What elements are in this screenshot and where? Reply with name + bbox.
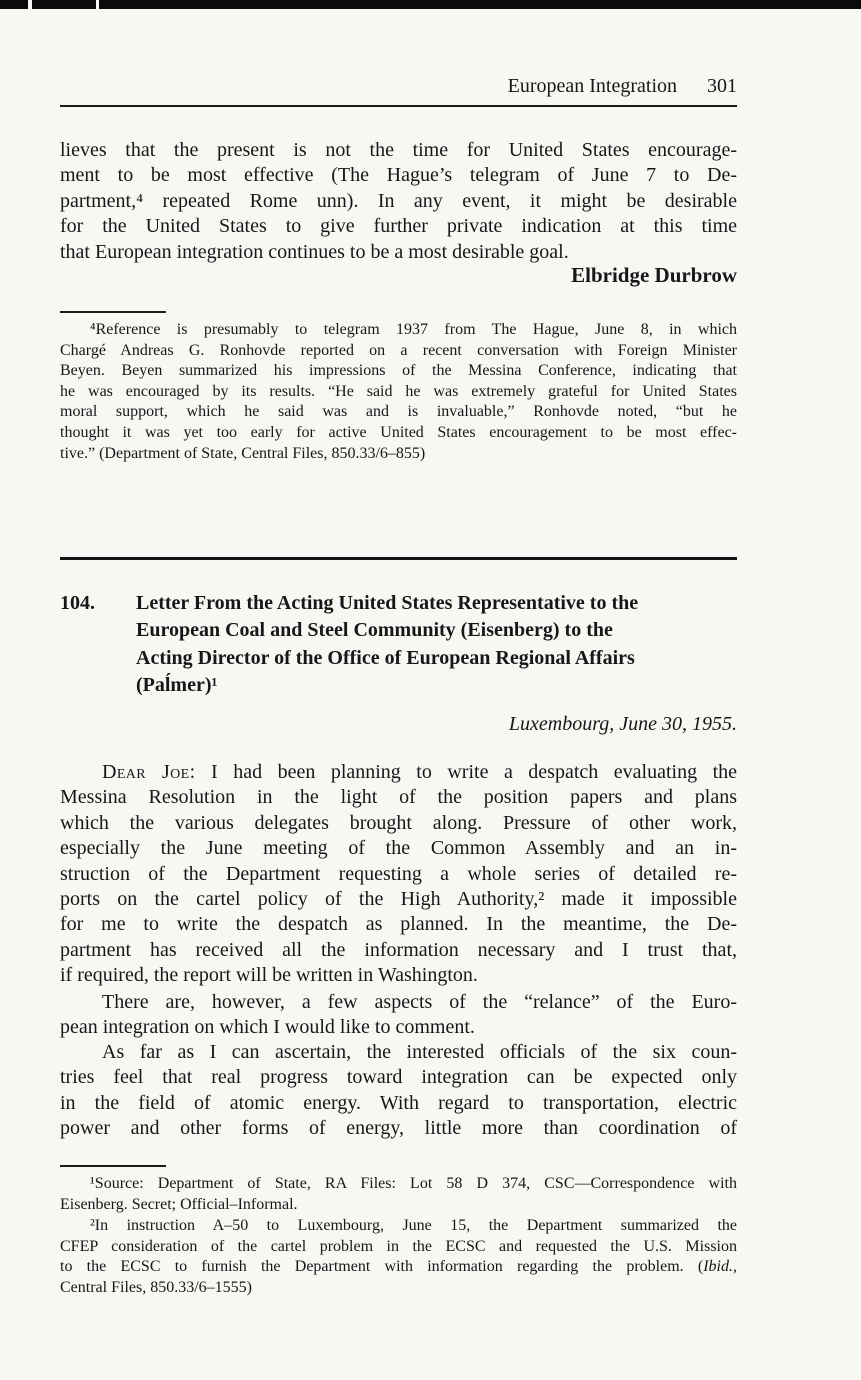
text-line: There are, however, a few aspects of the “relance” of the Euro-	[102, 991, 737, 1013]
footnote-2-opening-lines	[60, 1216, 737, 1257]
document-heading	[60, 590, 737, 700]
text-line: moral support, which he said was and is invaluable,” Ronhovde noted, “but he	[60, 403, 737, 421]
text-line: that European integration continues to be a most desirable goal.	[60, 240, 569, 263]
document-number: 104.	[60, 592, 95, 614]
text-line: ⁴Reference is presumably to telegram 1937 from The Hague, June 8, in which	[90, 321, 737, 338]
text-line: which the various delegates brought along. Pressure of other work,	[60, 811, 737, 834]
signature: Elbridge Durbrow	[571, 263, 737, 287]
paragraph-lines	[60, 785, 737, 988]
text-line: ²In instruction A–50 to Luxembourg, June 15, the Department summarized the	[90, 1217, 737, 1234]
text-line: As far as I can ascertain, the interested officials of the six coun-	[102, 1041, 737, 1063]
text-line: if required, the report will be written in Washington.	[60, 964, 478, 987]
text-line: tries feel that real progress toward integration can be expected only	[60, 1066, 737, 1089]
text-line: power and other forms of energy, little more than coordination of	[60, 1117, 737, 1140]
body-paragraph-3	[60, 1040, 737, 1142]
paragraph-text: I had been planning to write a despatch evaluating the	[195, 761, 738, 783]
text-line: ment to be most effective (The Hague’s telegram of June 7 to De-	[60, 164, 737, 187]
salutation: Dear Joe:	[102, 761, 196, 783]
paragraph-first-line	[60, 760, 737, 785]
text-line: he was encouraged by its results. “He said he was extremely grateful for United States	[60, 382, 737, 400]
text-line: ports on the cartel policy of the High Authority,² made it impossible	[60, 888, 737, 911]
ibid-reference: Ibid.,	[703, 1258, 737, 1276]
footnote-separator-rule	[60, 1165, 166, 1167]
text-line: Letter From the Acting United States Representative to the	[136, 592, 639, 614]
text-line: lieves that the present is not the time for United States encourage-	[60, 139, 737, 161]
text-line: partment has received all the information necessary and I trust that,	[60, 938, 737, 961]
text-line: Acting Director of the Office of European Regional Affairs	[136, 646, 635, 669]
text-line: partment,⁴ repeated Rome unn). In any event, it might be desirable	[60, 189, 737, 212]
document-divider-rule	[60, 557, 737, 560]
running-header-title: European Integration	[507, 75, 677, 97]
running-header	[60, 74, 737, 107]
text-line: (Paĺmer)¹	[136, 674, 218, 697]
text-line: for me to write the despatch as planned. In the meantime, the De-	[60, 913, 737, 936]
page-number: 301	[707, 75, 737, 97]
footnote-2-citation-line	[60, 1257, 737, 1278]
continued-paragraph	[60, 138, 737, 265]
text-line: European Coal and Steel Community (Eisenberg) to the	[136, 619, 613, 642]
text-line: pean integration on which I would like to comment.	[60, 1016, 475, 1039]
document-title	[136, 590, 737, 700]
text-line: thought it was yet too early for active United States encouragement to be most effec-	[60, 423, 737, 441]
text-line: tive.” (Department of State, Central Files, 850.33/6–855)	[60, 444, 426, 462]
text-line: especially the June meeting of the Common Assembly and an in-	[60, 837, 737, 860]
text-line: for the United States to give further private indication at this time	[60, 215, 737, 238]
footnote-2	[60, 1216, 737, 1298]
footnote-separator-rule	[60, 311, 166, 313]
dateline: Luxembourg, June 30, 1955.	[508, 713, 737, 735]
footnote-4	[60, 320, 737, 464]
text-line: CFEP consideration of the cartel problem in the ECSC and requested the U.S. Mission	[60, 1237, 737, 1255]
text-line: Beyen. Beyen summarized his impressions of the Messina Conference, indicating that	[60, 362, 737, 380]
text-line: Chargé Andreas G. Ronhovde reported on a recent conversation with Foreign Minister	[60, 341, 737, 359]
body-paragraph-2	[60, 990, 737, 1041]
footnote-text: to the ECSC to furnish the Department with information regarding the problem. (	[60, 1258, 704, 1276]
text-line: Messina Resolution in the light of the position papers and plans	[60, 786, 737, 809]
body-paragraph-1	[60, 760, 737, 989]
text-line: ¹Source: Department of State, RA Files: Lot 58 D 374, CSC—Correspondence with	[90, 1175, 737, 1192]
text-line: Eisenberg. Secret; Official–Informal.	[60, 1195, 298, 1213]
footnote-1	[60, 1174, 737, 1215]
scan-artifact-bar	[0, 0, 861, 9]
footnote-2-last-line: Central Files, 850.33/6–1555)	[60, 1278, 252, 1296]
text-line: struction of the Department requesting a whole series of detailed re-	[60, 862, 737, 885]
text-line: in the field of atomic energy. With regard to transportation, electric	[60, 1091, 737, 1114]
